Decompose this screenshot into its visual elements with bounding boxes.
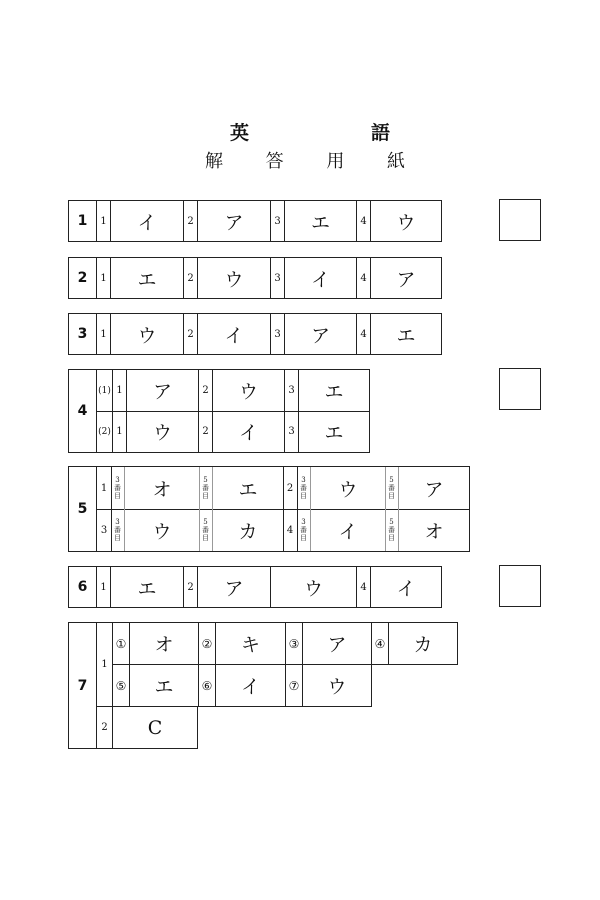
answer-text: カ [238,520,258,543]
answer-cell[interactable] [199,509,283,551]
order-label [111,467,125,509]
answer-cell[interactable] [97,314,184,354]
answer-text: ウ [137,324,157,347]
answer-cell[interactable] [297,467,385,509]
order-number: 3 [115,476,120,484]
answer-cell[interactable] [199,467,283,509]
blank-marker: ② [199,623,216,664]
answer-text: ア [224,577,244,600]
answer-text: エ [324,422,344,444]
section-number: 5 [69,467,97,551]
question-number: 4 [357,201,371,241]
page-title [230,118,390,145]
question-number: 2 [184,201,198,241]
order-number: 3 [301,518,306,526]
question-number: 4 [357,567,371,607]
order-number: 5 [389,518,394,526]
section-4 [68,369,370,453]
order-suffix: 番 [300,484,307,492]
answer-text: エ [238,478,258,501]
order-suffix: 番 [388,484,395,492]
answer-cell[interactable] [271,201,357,241]
question-number: 3 [285,411,299,452]
answer-cell[interactable] [297,509,385,551]
section-number: 3 [69,314,97,354]
answer-text: ア [152,381,172,403]
answer-cell[interactable] [199,411,285,452]
answer-cell[interactable] [271,314,357,354]
answer-cell[interactable] [97,201,184,241]
answer-cell[interactable] [184,201,271,241]
answer-row-1 [112,622,458,665]
answer-text: エ [137,577,157,600]
answer-cell[interactable] [357,201,441,241]
answer-cell[interactable] [385,467,469,509]
order-label [297,467,311,509]
section-number: 2 [69,258,97,298]
question-2-row [96,706,198,749]
score-box[interactable] [499,199,541,241]
question-number: 2 [184,314,198,354]
order-suffix: 番 [114,484,121,492]
order-label [199,509,213,551]
order-suffix: 番 [202,526,209,534]
answer-cell[interactable] [111,467,199,509]
section-2 [68,257,442,299]
question-number: 3 [100,524,108,536]
question-number: 1 [97,201,111,241]
question-number: 3 [285,370,299,411]
answer-text: ウ [224,268,244,291]
order-number: 5 [389,476,394,484]
answer-text: イ [396,577,416,600]
answer-cell[interactable] [199,665,286,706]
question-number: 2 [286,482,294,494]
subtitle-char: 解 [205,151,223,172]
question-number: 1 [101,659,108,670]
question-number: 1 [100,482,108,494]
order-number: 5 [203,476,208,484]
answer-cell[interactable] [111,509,199,551]
order-suffix: 目 [114,492,121,500]
answer-text: オ [424,520,444,543]
answer-text: ウ [152,422,172,444]
order-suffix: 目 [388,492,395,500]
question-number: 4 [286,524,294,536]
blank-marker: ⑤ [113,665,130,706]
answer-cell[interactable] [184,258,271,298]
answer-text: ウ [303,577,323,600]
question-number: 2 [199,370,213,411]
question-number: 4 [357,314,371,354]
order-suffix: 番 [202,484,209,492]
answer-text: ウ [396,211,416,234]
question-number: 2 [199,411,213,452]
answer-text: イ [240,676,260,698]
score-box[interactable] [499,368,541,410]
order-label [111,509,125,551]
order-label [297,509,311,551]
page-subtitle [205,147,405,173]
blank-marker: ⑥ [199,665,216,706]
blank-marker: ④ [372,623,389,664]
answer-text: エ [324,381,344,403]
answer-cell[interactable] [199,623,286,664]
order-suffix: 目 [202,534,209,542]
question-number: 4 [357,258,371,298]
score-box[interactable] [499,565,541,607]
order-label [199,467,213,509]
answer-text: エ [137,268,157,291]
answer-cell[interactable] [113,623,199,664]
answer-text: ア [396,268,416,291]
answer-cell[interactable] [385,509,469,551]
answer-cell[interactable] [285,411,369,452]
question-number: 2 [184,258,198,298]
answer-text: エ [310,211,330,234]
answer-text: ウ [152,520,172,543]
answer-text: ウ [327,676,347,698]
answer-cell[interactable] [271,258,357,298]
answer-cell[interactable] [357,258,441,298]
order-suffix: 目 [300,492,307,500]
answer-cell[interactable] [97,567,184,607]
blank-marker: ⑦ [286,665,303,706]
answer-text: キ [240,634,260,656]
order-suffix: 目 [114,534,121,542]
answer-text: イ [310,268,330,291]
answer-text: イ [338,520,358,543]
answer-cell[interactable] [271,567,357,607]
section-number: 4 [69,370,97,452]
section-number: 6 [69,567,97,607]
answer-text: イ [224,324,244,347]
answer-text: エ [396,324,416,347]
answer-cell[interactable] [357,567,441,607]
question-number: 2 [184,567,198,607]
question-number: 1 [97,258,111,298]
section-number: 1 [69,201,97,241]
blank-marker: ① [113,623,130,664]
order-suffix: 目 [388,534,395,542]
question-number: 3 [271,201,285,241]
answer-text: イ [238,422,258,444]
answer-text: オ [152,478,172,501]
subquestion-label: (1) [97,370,113,411]
answer-cell[interactable] [113,411,199,452]
question-1-label-box [96,622,113,707]
order-suffix: 目 [300,534,307,542]
order-suffix: 目 [202,492,209,500]
answer-cell[interactable] [199,370,285,411]
section-3 [68,313,442,355]
answer-text: ア [224,211,244,234]
answer-cell[interactable] [113,370,199,411]
order-label [385,467,399,509]
title-char: 語 [370,122,390,144]
answer-cell[interactable] [113,665,199,706]
order-suffix: 番 [388,526,395,534]
answer-cell[interactable] [97,258,184,298]
answer-text: ア [327,634,347,656]
answer-cell[interactable] [286,623,372,664]
order-label [385,509,399,551]
answer-cell[interactable] [286,665,371,706]
answer-text: オ [154,634,174,656]
blank-marker: ③ [286,623,303,664]
order-suffix: 番 [300,526,307,534]
order-suffix: 番 [114,526,121,534]
title-char: 英 [230,122,250,144]
subtitle-char: 用 [326,151,345,172]
section-number: 7 [77,677,88,694]
answer-cell[interactable] [372,623,457,664]
question-number: 1 [97,567,111,607]
answer-row-2 [112,664,372,707]
order-number: 3 [301,476,306,484]
answer-cell[interactable] [285,370,369,411]
answer-cell[interactable] [357,314,441,354]
answer-cell[interactable] [184,567,271,607]
answer-text[interactable]: C [147,716,163,739]
answer-text: ウ [238,381,258,403]
question-number: 1 [97,314,111,354]
answer-text: ウ [338,478,358,501]
section-number-box [68,622,97,749]
answer-text: カ [413,634,433,656]
question-number: 2 [97,707,113,748]
subtitle-char: 紙 [386,151,405,172]
order-number: 3 [115,518,120,526]
order-number: 5 [203,518,208,526]
section-6 [68,566,442,608]
question-number: 1 [113,370,127,411]
answer-text: ア [310,324,330,347]
answer-text: エ [154,676,174,698]
question-number: 3 [271,314,285,354]
subquestion-label: (2) [97,411,113,452]
question-number: 1 [113,411,127,452]
answer-cell[interactable] [184,314,271,354]
section-5 [68,466,470,552]
question-number: 3 [271,258,285,298]
answer-text: イ [137,211,157,234]
subtitle-char: 答 [265,151,284,172]
section-1 [68,200,442,242]
answer-text: ア [424,478,444,501]
